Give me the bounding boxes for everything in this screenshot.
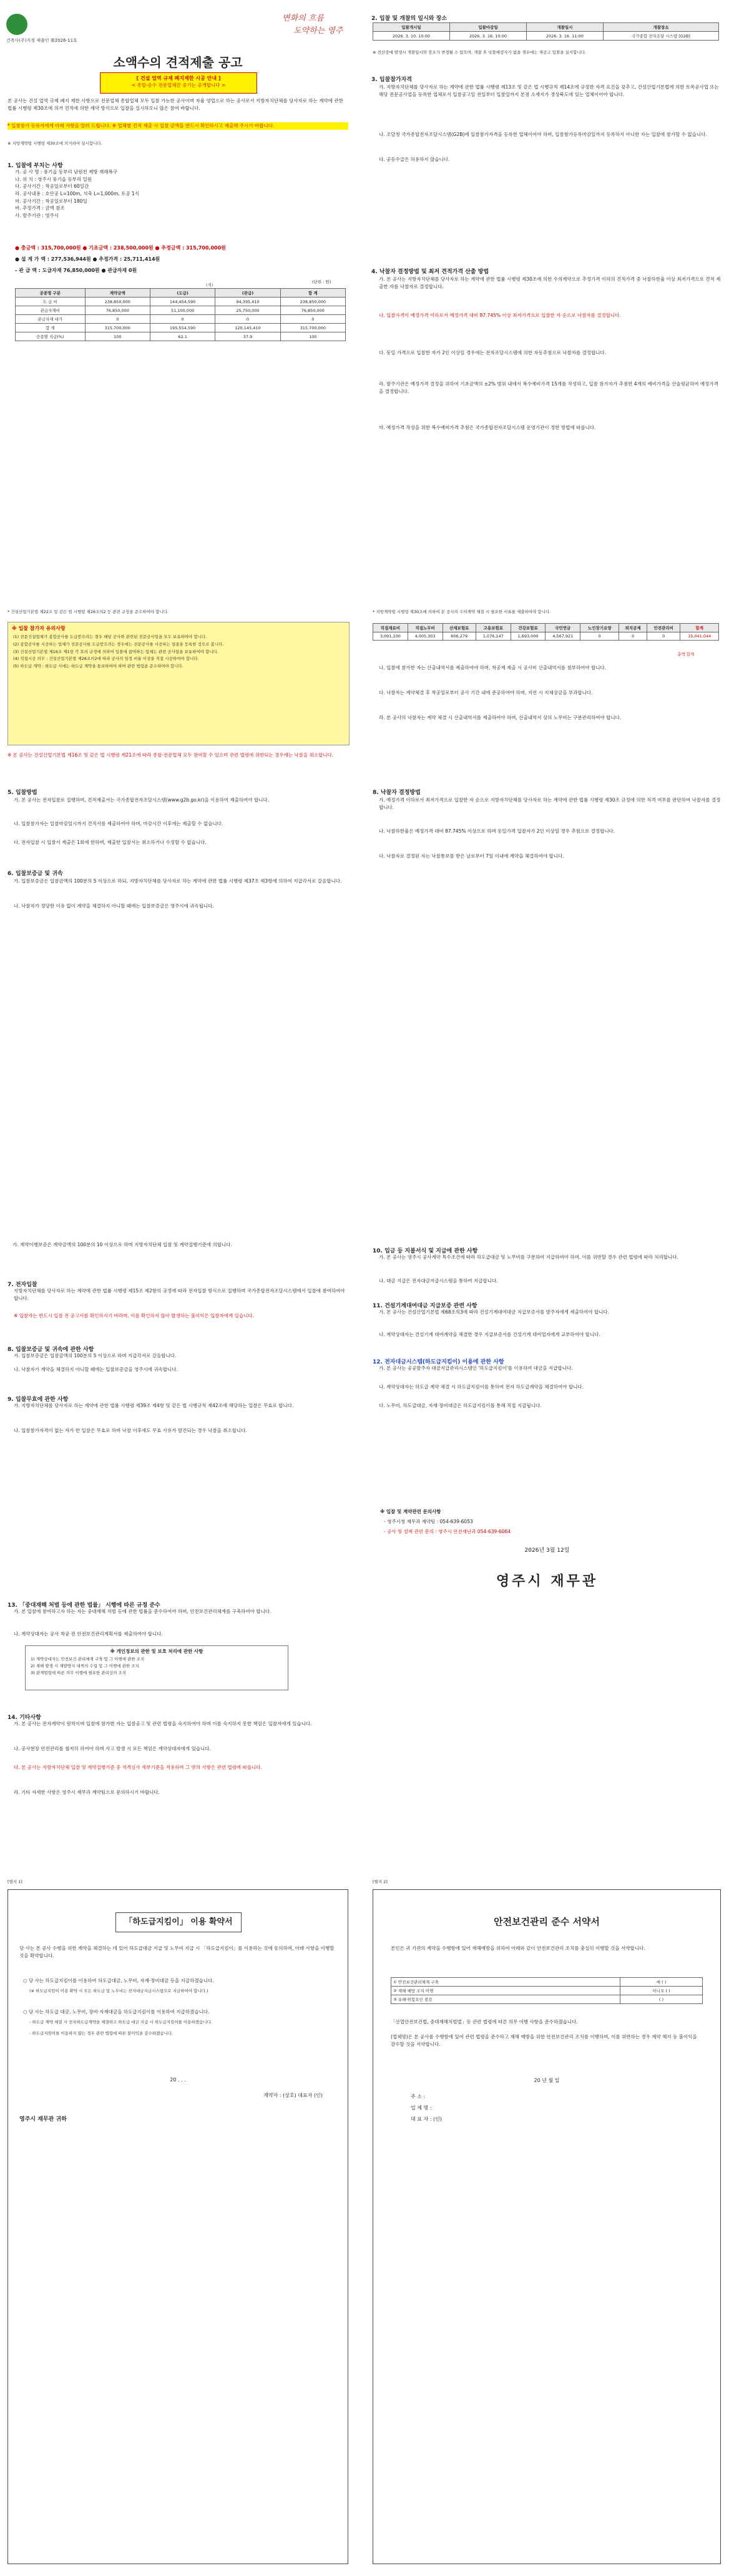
cost-header: 고용보험료: [476, 624, 511, 632]
cost-header: 산재보험료: [443, 624, 476, 632]
p4-body-1: 나. 입찰에 참가한 자는 산출내역서를 제출하여야 하며, 착공계 제출 시 공사비 산출내역서를 첨부하여야 합니다.: [379, 665, 607, 671]
cost-cell: 15,041,044: [680, 632, 719, 641]
inquiry-line-2: - 공사 및 설계 관련 문의 : 영주시 안전재난과 054-639-6064: [384, 1529, 511, 1534]
s4-body-5: 마. 예정가격 작성을 위한 복수예비가격 추첨은 국가종합전자조달시스템 운영기관이 정한 방법에 따릅니다.: [379, 425, 596, 430]
p4-top-note: * 지방계약법 시행령 제30조에 의하여 본 공사의 수의계약 체결 시 필요한 서류를 제출하여야 합니다.: [373, 609, 551, 614]
s4-body-2: 나. 입찰가격이 예정가격 이하로서 예정가격 대비 87.745% 이상 최저가격으로 입찰한 자 순으로 낙찰자를 결정합니다.: [379, 312, 621, 318]
s3-body: 가. 지방자치단체를 당사자로 하는 계약에 관한 법률 시행령 제13조 및 같은 법 시행규칙 제14조에 규정한 자격 요건을 갖추고, 건설산업기본법에 의한 토목공사업 또는 해당 전문공사업을 등록한 업체로서 입찰공고일 전일부터 입찰일까지 본점 소재지가 경상북도에 있는 업체이어야 합니다.: [379, 84, 719, 97]
form-body: 본인은 귀 기관의 계약을 수행함에 있어 재해예방을 위하여 아래와 같이 안전보건관리 조치를 충실히 이행할 것을 서약합니다.: [391, 1945, 645, 1951]
s4-body-4: 라. 발주기관은 예정가격 결정을 위하여 기초금액의 ±2% 범위 내에서 복수예비가격 15개를 작성하고, 입찰 참가자가 추첨한 4개의 예비가격을 산술평균하여 예정가격을 결정합니다.: [379, 381, 718, 394]
section-9-title: 9. 입찰무효에 관한 사항: [7, 1397, 69, 1403]
form-sign-company: 업 체 명 :: [411, 2105, 432, 2111]
s10-body-2: 나. 대금 지급은 전자대금지급시스템을 통하여 지급합니다.: [379, 1278, 498, 1284]
s13-body-2: 나. 계약상대자는 공사 착공 전 안전보건관리계획서를 제출하여야 합니다.: [14, 1631, 163, 1637]
form-item: ○ 당 사는 하도급 대금, 노무비, 장비·자재대금을 하도급지킴이를 이용하여 지급하겠습니다.: [23, 2009, 210, 2015]
s4-body-3: 다. 동일 가격으로 입찰한 자가 2인 이상일 경우에는 전자조달시스템에 의한 자동추첨으로 낙찰자를 결정합니다.: [379, 350, 607, 356]
schedule-note: ※ 전산장애 발생시 개찰일시와 장소가 변경될 수 있으며, 개찰 후 낙찰예정자가 없을 경우에는 재공고 입찰을 실시합니다.: [373, 50, 586, 55]
check-col[interactable]: ( ): [620, 1995, 703, 2004]
notice-box-sub: < 종합-순수 전문업체간 중기는 공개합니다 >: [131, 82, 226, 88]
s12-body-2: 나. 계약상대자는 하도급 계약 체결 시 하도급지킴이를 통하여 전자 하도급계약을 체결하여야 합니다.: [379, 1384, 584, 1390]
s3-body-2: 나. 조달청 국가종합전자조달시스템(G2B)에 입찰참가자격을 등록한 업체이어야 하며, 입찰참가등록마감일까지 등록하지 아니한 자는 입찰에 참가할 수 없습니다.: [379, 132, 707, 137]
form-label: [별지 1]: [7, 1879, 22, 1884]
page-6: [365, 1234, 729, 1857]
form-title-box: [115, 1912, 242, 1932]
s1-name: 가. 공 사 명 : 풍기읍 동부리 남원천 제방 재해복구: [15, 169, 118, 175]
schedule-header: 입찰개시일: [373, 23, 450, 32]
table-cell: 76,850,000: [85, 306, 150, 315]
table-cell: 관급자재 대가: [16, 315, 86, 324]
p5-top-note: 가. 계약이행보증은 계약금액의 100분의 10 이상으로 하며 지방자치단체 입찰 및 계약집행기준에 의합니다.: [12, 1242, 232, 1247]
s12-body-3: 다. 노무비, 하도급대금, 자재·장비대금은 하도급지킴이를 통해 직접 지급됩니다.: [379, 1403, 542, 1408]
check-row: [391, 1995, 703, 2004]
table-header: (관급): [215, 289, 280, 298]
table-row: [16, 315, 346, 324]
intro-text: 본 공사는 건설 업역 규제 폐지 제한 사항으로 전문업체 종합업체 모두 입찰 가능한 공사이며 자율 영업으로 하는 공사로서 지방자치단체를 당사자로 하는 계약에 관한 법률 시행령 제30조에 의거 견적에 의한 계약 방식으로 입찰을 실시하오니 많은 참여 바랍니다.: [7, 98, 343, 111]
s14-body-3: 라. 기타 자세한 사항은 영주시 재무과 계약팀으로 문의하시기 바랍니다.: [14, 1789, 160, 1795]
s9-body-2: 나. 입찰참가자격이 없는 자가 한 입찰은 무효로 하며 낙찰 이후에도 무효 사유가 발견되는 경우 낙찰을 취소합니다.: [14, 1428, 247, 1433]
cost-header: 노인장기요양: [580, 624, 619, 632]
s13-body: 가. 본 입찰에 참여하고자 하는 자는 중대재해 처벌 등에 관한 법률을 준수하여야 하며, 안전보건관리체계를 구축하여야 합니다.: [14, 1609, 272, 1614]
table-cell: 25,750,000: [215, 306, 280, 315]
cost-table: [15, 288, 346, 341]
s13-box-item: 2) 재해 발생 시 재발방지 대책의 수립 및 그 이행에 관한 조치: [31, 1663, 139, 1668]
table-cell: 94,395,410: [215, 298, 280, 306]
table-row: [16, 324, 346, 332]
check-no: 아니오: [652, 1988, 665, 1993]
table-cell: 0: [280, 315, 345, 324]
schedule-header-row: [373, 23, 719, 32]
section-2-title: 2. 입찰 및 개찰의 일시와 장소: [371, 16, 447, 22]
cost-header: 직접재료비: [373, 624, 408, 632]
section-3-title: 3. 입찰참가자격: [371, 77, 412, 83]
slogan-2: 도약하는 영주: [293, 26, 343, 36]
table-cell: 76,850,000: [280, 306, 345, 315]
cost-total-label: 총액 합계: [677, 652, 695, 657]
schedule-header: 개찰장소: [603, 23, 718, 32]
slogan-1: 변화의 흐름: [282, 14, 324, 23]
form-item: ○ 당 사는 하도급지킴이를 이용하여 하도급대금, 노무비, 자재·장비대금 등을 지급하겠습니다.: [23, 1978, 214, 1983]
cost-row: [373, 632, 719, 641]
section-1-title: 1. 입찰에 부치는 사항: [7, 163, 63, 169]
org-line: 건축사(주)지정 제출인 第2026-11호: [6, 38, 77, 43]
yellow-notice-box: [7, 622, 350, 745]
table-cell: 0: [215, 315, 280, 324]
table-header: 공종명 구분: [16, 289, 86, 298]
check-label: ① 안전보건관리체계 구축: [391, 1978, 620, 1987]
s1-content: 라. 공사내용 : 호안공 L=100m, 석축 L=1,000m, 토공 1식: [15, 190, 140, 196]
s1-price: 바. 추정가격 : 금액 참조: [15, 205, 65, 211]
form-note-2: (업체명)은 본 공사를 수행함에 있어 관련 법령을 준수하고 재해 예방을 위한 안전보건관리 조치를 이행하며, 이를 위반하는 경우 계약 해지 등 불이익을 감수할 것을 서약합니다.: [391, 2034, 697, 2047]
check-row: [391, 1978, 703, 1987]
cost-cell: 0: [580, 632, 619, 641]
form-frame: [7, 1889, 348, 2564]
table-row: [16, 298, 346, 306]
box-item: (2) 종합공사를 시공하는 업체가 전문공사를 도급받으려는 경우에는 전문공사를 시공하는 업종을 등록한 것으로 봅니다.: [13, 641, 224, 647]
notice-box-title: [ 건설 업역 규제 폐지제한 시공 안내 ]: [136, 75, 221, 81]
section-5-title: 5. 입찰방법: [7, 790, 37, 796]
table-cell: 195,554,590: [150, 324, 215, 332]
table-cell: 도 급 비: [16, 298, 86, 306]
cost-cell: 0: [619, 632, 647, 641]
s11-body: 가. 본 공사는 건설산업기본법 제68조의3에 따라 건설기계대여대금 지급보증서를 발주자에게 제출하여야 합니다.: [379, 1309, 609, 1315]
check-col[interactable]: 예 ( ): [620, 1978, 703, 1987]
s13-box-item: 1) 계약상대자는 안전보건 관리체계 구축 및 그 이행에 관한 조치: [31, 1657, 145, 1662]
cost-cell: 606,279: [443, 632, 476, 641]
s5-body-2: 나. 입찰참가자는 입찰마감일시까지 견적서를 제출하여야 하며, 마감시간 이후에는 제출할 수 없습니다.: [14, 821, 223, 826]
s5-body-3: 다. 전자입찰 시 입찰서 제출은 1회에 한하며, 제출한 입찰서는 취소하거나 수정할 수 없습니다.: [14, 840, 207, 845]
red-note: * 입찰참가 등록자에게 아래 사항을 알려 드립니다. ※ 업체별 견적 제출 시 입찰 금액을 반드시 확인하시고 제출해 주시기 바랍니다.: [7, 122, 348, 130]
notice-box: [100, 72, 257, 94]
s6-body-2: 나. 낙찰자가 정당한 이유 없이 계약을 체결하지 아니할 때에는 입찰보증금은 영주시에 귀속됩니다.: [14, 903, 214, 909]
amount-line-2: ● 설 계 가 액 : 277,536,944원 ● 추정가격 : 25,711,414원: [15, 256, 160, 262]
p4-body-3: 라. 본 공사의 낙찰자는 계약 체결 시 산출내역서를 제출하여야 하며, 산출내역서 상의 노무비는 구분관리하여야 합니다.: [379, 715, 622, 720]
table-cell: 0: [85, 315, 150, 324]
section-7-title: 7. 전자입찰: [7, 1282, 37, 1288]
cost-cell: 4,567,921: [546, 632, 580, 641]
table-header-row: [16, 289, 346, 298]
inquiry-title: ※ 입찰 및 계약관련 문의사항: [380, 1509, 441, 1514]
table-cell: 238,850,000: [280, 298, 345, 306]
form-footer: 영주시 재무관 귀하: [19, 2116, 67, 2123]
check-col[interactable]: 아니오 ( ): [620, 1987, 703, 1995]
box-item: (1) 전문건설업체가 종합공사를 도급받으려는 경우 해당 공사와 관련된 전문공사업을 모두 보유하여야 합니다.: [13, 634, 207, 639]
section-8-title: 8. 낙찰자 결정방법: [373, 790, 421, 796]
s14-red: 다. 본 공사는 지방자치단체 입찰 및 계약집행기준 중 적격심사 세부기준을 적용하며 그 밖의 사항은 관련 법령에 따릅니다.: [14, 1765, 262, 1770]
section-10-title: 10. 입금 등 지불서식 및 지급에 관한 사항: [373, 1248, 478, 1254]
amount-line-1: ● 총금액 : 315,700,000원 ● 기초금액 : 238,500,000원 ● 추정금액 : 315,700,000원: [15, 245, 226, 251]
s7-red: ※ 입찰자는 반드시 입찰 전 공고서를 확인하시기 바라며, 이를 확인하지 않아 발생하는 불이익은 입찰자에게 있습니다.: [14, 1313, 254, 1319]
s13-notice-box: [25, 1645, 288, 1690]
cost-header: 직접노무비: [408, 624, 443, 632]
table-row: [16, 306, 346, 315]
page-1: [0, 0, 356, 593]
schedule-cell: 국가종합 전자조달 시스템 [G2B]: [603, 32, 718, 41]
table-cell: 315,700,000: [85, 324, 150, 332]
box-item: (5) 하도급 계약 : 하도급 시에는 하도급 계약을 통보하여야 하며 관련 법령을 준수하여야 합니다.: [13, 664, 183, 669]
p3-top-note: * 건설산업기본법 제22조 및 같은 법 시행령 제26조의2 등 관련 규정을 준수하여야 합니다.: [7, 609, 169, 614]
s13-box-title: ※ 개인정보의 관한 및 보호 처리에 관한 사항: [110, 1649, 203, 1654]
page-3: [0, 602, 356, 1226]
table-cell: 합 계: [16, 324, 86, 332]
section-8b-title: 8. 입찰보증금 및 귀속에 관한 사항: [7, 1347, 94, 1353]
s4-body: 가. 본 공사는 지방자치단체를 당사자로 하는 계약에 관한 법률 시행령 제30조에 의한 수의계약으로 추정가격 이하의 견적가격 중 낙찰하한율 이상 최저가격으로 견적 제출한 자를 낙찰자로 결정합니다.: [379, 276, 721, 289]
cost-cell: 1,076,147: [476, 632, 511, 641]
table-cell: 37.9: [215, 332, 280, 341]
signature: 영주시 재무관: [496, 1574, 599, 1589]
form-note: 「산업안전보건법, 중대재해처벌법」등 관련 법령에 따른 의무 이행 사항을 준수하겠습니다.: [391, 2019, 578, 2025]
form-item-note: - 하도급 계약 체결 시 전자하도급계약을 체결하고 하도급 대금 지급 시 하도급지킴이를 이용하겠습니다.: [29, 2020, 212, 2025]
check-table: [391, 1977, 703, 2004]
s1-agency: 사. 발주기관 : 영주시: [15, 212, 59, 218]
form-title: 「하도급지킴이」 이용 확약서: [124, 1917, 233, 1927]
form-title: 안전보건관리 준수 서약서: [494, 1916, 600, 1927]
schedule-row: [373, 32, 719, 41]
table-row: [16, 332, 346, 341]
notice-date: 2026년 3월 12일: [524, 1547, 570, 1554]
check-label: ② 재해 예방 조치 이행: [391, 1987, 620, 1995]
s14-body-2: 나. 공사현장 안전관리를 철저히 하여야 하며 사고 발생 시 모든 책임은 계약상대자에게 있습니다.: [14, 1746, 211, 1751]
cost-cell: 1,693,000: [511, 632, 546, 641]
form-item-note: (※ 하도급지킴이 이용 확약 시 모든 하도급 및 노무비는 전자대금지급시스템으로 지급하여야 합니다.): [29, 1988, 208, 1993]
schedule-header: 개찰일시: [526, 23, 603, 32]
s7-body: 지방자치단체를 당사자로 하는 계약에 관한 법률 시행령 제15조 제2항의 규정에 따라 전자입찰 방식으로 집행하며 국가종합전자조달시스템에서 입찰에 참여하여야 합니다.: [14, 1288, 345, 1301]
table-caption: (단위 : 원): [312, 279, 331, 284]
check-yes: 예: [656, 1980, 661, 1985]
schedule-cell: 2026. 3. 16. 10:00: [449, 32, 526, 41]
page-title: 소액수의 견적제출 공고: [113, 55, 243, 70]
check-label: ③ 유해·위험요인 점검: [391, 1995, 620, 2004]
box-item: (4) 직접시공 의무 : 건설산업기본법 제28조의2에 따라 공사의 일정 비율 이상을 직접 시공하여야 합니다.: [13, 656, 199, 662]
table-cell: 0: [150, 315, 215, 324]
page-2: [365, 0, 729, 593]
section-6-title: 6. 입찰보증금 및 귀속: [7, 871, 63, 877]
table-cell: 315,700,000: [280, 324, 345, 332]
form-sign: 계약자 : (상호) 대표자 (인): [263, 2093, 323, 2098]
cost-cell: 3,091,100: [373, 632, 408, 641]
p3-red-note: ※ 본 공사는 건설산업기본법 제16조 및 같은 법 시행령 제21조에 따라 종합·전문업체 모두 참여할 수 있으며 관련 법령에 위반되는 경우에는 낙찰을 취소합니다.: [7, 752, 334, 758]
form-body: 당 사는 본 공사 수행을 위한 계약을 체결하는 데 있어 하도급대금 지급 및 노무비 지급 시 「하도급지킴이」를 이용하는 것에 동의하며, 아래 사항을 이행할 것을 확약합니다.: [19, 1945, 335, 1959]
s14-body: 가. 본 공사는 전자계약이 원칙이며 입찰에 참가한 자는 입찰공고 및 관련 법령을 숙지하여야 하며 이를 숙지하지 못한 책임은 입찰자에게 있습니다.: [14, 1721, 312, 1726]
table-header: 합 계: [280, 289, 345, 298]
form-date: 20 . . .: [170, 2077, 186, 2083]
form-item-note: - 하도급지킴이를 이용하지 않는 경우 관련 법령에 따른 불이익을 감수하겠습니다.: [29, 2031, 174, 2036]
cost-header: 퇴직공제: [619, 624, 647, 632]
schedule-cell: 2026. 3. 10. 10:00: [373, 32, 450, 41]
section-12-title: 12. 전자대금시스템(하도급지킴이) 이용에 관한 사항: [373, 1359, 504, 1365]
table-cell: 120,145,410: [215, 324, 280, 332]
section-11-title: 11. 건설기계대여대금 지급보증 관련 사항: [373, 1303, 477, 1309]
s8b-body-2: 나. 낙찰자가 계약을 체결하지 아니할 때에는 입찰보증금을 영주시에 귀속합니다.: [14, 1367, 178, 1372]
s11-body-2: 나. 계약상대자는 건설기계 대여계약을 체결한 경우 지급보증서를 건설기계 대여업자에게 교부하여야 합니다.: [379, 1332, 600, 1337]
table-header: 계약금액: [85, 289, 150, 298]
table-cell: 100: [85, 332, 150, 341]
check-row: [391, 1987, 703, 1995]
form-sign-ceo: 대 표 자 : (인): [411, 2116, 443, 2122]
form-label: [별지 2]: [373, 1879, 388, 1884]
section-13-title: 13. 「중대재해 처벌 등에 관한 법률」 시행에 따른 규정 준수: [7, 1602, 160, 1609]
page-7: [0, 1874, 356, 2576]
s1-period: 다. 공사기간 : 착공일로부터 60일간: [15, 183, 89, 190]
s9-body: 가. 지방자치단체를 당사자로 하는 계약에 관한 법률 시행령 제39조 제4항 및 같은 법 시행규칙 제42조에 해당하는 입찰은 무효로 합니다.: [14, 1403, 294, 1408]
table-cell: 공종별 지급(%): [16, 332, 86, 341]
page-4: [365, 602, 729, 1226]
cost-cell: 4,005,303: [408, 632, 443, 641]
inquiry-line-1: - 영주시청 재무과 계약팀 : 054-639-6053: [384, 1519, 473, 1524]
s6-body: 가. 입찰보증금은 입찰금액의 100분의 5 이상으로 하되, 지방자치단체를 당사자로 하는 계약에 관한 법률 시행령 제37조 제3항에 의하여 지급각서로 갈음합니다.: [14, 878, 342, 884]
cost-header: 합계: [680, 624, 719, 632]
s1-duration: 마. 공사기간 : 착공일로부터 180일: [15, 198, 87, 204]
schedule-table: [373, 22, 719, 41]
form-date: 20 년 월 일: [534, 2078, 560, 2083]
cost-header: 안전관리비: [647, 624, 680, 632]
box-item: (3) 건설산업기본법 제16조 제1항 각 호의 규정에 의하여 입찰에 참여하는 업체는 관련 공사업을 보유하여야 합니다.: [13, 649, 218, 654]
table-cell: 144,454,590: [150, 298, 215, 306]
form-sign-address: 주 소 :: [411, 2094, 426, 2099]
s8-body-2: 나. 낙찰하한율은 예정가격 대비 87.745% 이상으로 하며 동일가격 입찰자가 2인 이상일 경우 추첨으로 결정합니다.: [379, 828, 615, 834]
table-header: (도급): [150, 289, 215, 298]
section-4-title: 4. 낙찰자 결정방법 및 최저 견적가격 산출 방법: [371, 269, 489, 275]
section-14-title: 14. 기타사항: [7, 1715, 41, 1721]
s12-body: 가. 본 공사는 공공발주자 대금지급관리시스템인 '하도급지킴이'를 이용하여 대금을 지급합니다.: [379, 1365, 573, 1371]
cost-header: 국민연금: [546, 624, 580, 632]
table-cell: 관급자재비: [16, 306, 86, 315]
schedule-cell: 2026. 3. 16. 11:00: [526, 32, 603, 41]
table-cell: 238,850,000: [85, 298, 150, 306]
s8-body: 가. 예정가격 이하로서 최저가격으로 입찰한 자 순으로 지방자치단체를 당사자로 하는 계약에 관한 법률 시행령 제30조 규정에 의한 적격 여부를 판단하여 낙찰자를 결정합니다.: [379, 797, 721, 810]
s1-location: 나. 위 치 : 영주시 풍기읍 동부리 일원: [15, 176, 92, 182]
page-5: [0, 1234, 356, 1857]
table-cell: 62.1: [150, 332, 215, 341]
cost-header: 건강보험료: [511, 624, 546, 632]
table-cell: 100: [280, 332, 345, 341]
schedule-header: 입찰마감일: [449, 23, 526, 32]
table-cell: 51,100,000: [150, 306, 215, 315]
s1-items: [15, 168, 346, 219]
s10-body: 가. 본 공사는 영주시 공사계약 특수조건에 따라 하도급대금 및 노무비를 구분하여 지급하여야 하며, 이를 위반할 경우 관련 법령에 따라 처리합니다.: [379, 1254, 678, 1260]
s8b-body: 가. 입찰보증금은 입찰금액의 100분의 5 이상으로 하며 지급각서로 갈음합니다.: [14, 1353, 177, 1358]
s13-box-item: 3) 관계법령에 따른 의무 이행에 필요한 관리상의 조치: [31, 1670, 126, 1675]
yeongju-logo-icon: [6, 14, 27, 35]
page-8: [365, 1874, 729, 2576]
form-frame: [373, 1889, 721, 2564]
box-title: ※ 입찰 참가자 유의사항: [12, 626, 66, 631]
p4-body-2: 다. 낙찰자는 계약체결 후 착공일로부터 공사 기간 내에 준공하여야 하며, 지연 시 지체상금을 부과합니다.: [379, 690, 593, 695]
s3-body-3: 다. 공동수급은 허용하지 않습니다.: [379, 157, 450, 162]
table-header-hidden: (계): [206, 283, 213, 288]
sub-note: ※ 지방계약법 시행령 제30조에 의거하여 실시합니다.: [7, 141, 102, 146]
cost-cell: 0: [647, 632, 680, 641]
s8-body-3: 다. 낙찰자로 결정된 자는 낙찰통보를 받은 날로부터 7일 이내에 계약을 체결하여야 합니다.: [379, 853, 564, 859]
cost-header-row: [373, 624, 719, 632]
amount-line-3: - 관 급 액 : 도급자재 76,850,000원 ● 관급자재 0원: [15, 268, 137, 273]
cost-breakdown-table: [373, 623, 719, 641]
s5-body: 가. 본 공사는 전자입찰로 집행하며, 견적제출서는 국가종합전자조달시스템(www.g2b.go.kr)을 이용하여 제출하여야 합니다.: [14, 797, 270, 803]
